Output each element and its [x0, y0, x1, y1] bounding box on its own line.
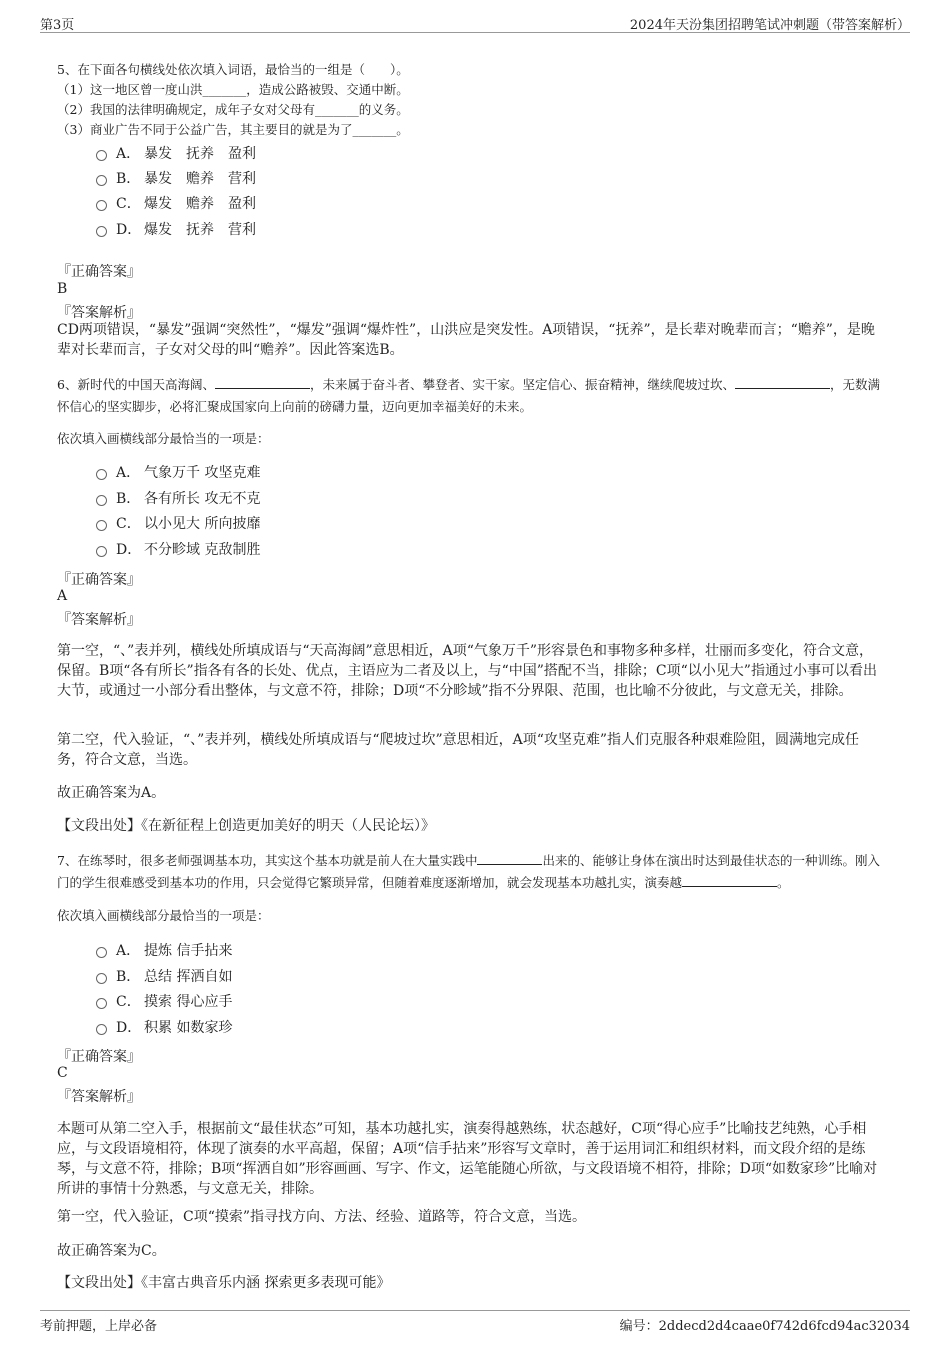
- radio-icon[interactable]: [96, 495, 107, 506]
- q5-option-a[interactable]: A． 暴发 抚养 盈利: [96, 143, 256, 163]
- q6-answer: A: [57, 588, 68, 604]
- radio-icon[interactable]: [96, 150, 107, 161]
- q7-analysis-p1: 本题可从第二空入手，根据前文“最佳状态”可知，基本功越扎实，演奏得越熟练，状态越好，C项“得心应手”比喻技艺纯熟，心手相应，与文段语境相符，体现了演奏的水平高超，保留；A项“信手拈来”形容写文章时，善于运用词汇和组织材料，而文段介绍的是练琴，与文意不符，排除；B项“挥洒自如”形容画画、写字、作文，运笔能随心所欲，与文段语境不相符，排除；D项“如数家珍”比喻对所讲的事情十分熟悉，与文意无关，排除。: [57, 1121, 878, 1197]
- radio-icon[interactable]: [96, 226, 107, 237]
- q6-stem: 6、新时代的中国天高海阔、 ，未来属于奋斗者、攀登者、实干家。坚定信心、振奋精神，继续爬坡过坎、 ，无数满怀信心的坚实脚步，必将汇聚成国家向上向前的磅礴力量，迈向更加幸福美好的未来。: [57, 377, 880, 414]
- footer-slogan: 考前押题，上岸必备: [40, 1319, 158, 1334]
- q5-analysis-label: 『答案解析』: [57, 305, 141, 321]
- q7-analysis-p2: 第一空，代入验证，C项“摸索”指寻找方向、方法、经验、道路等，符合文意，当选。: [57, 1209, 587, 1225]
- q7-prompt: 依次填入画横线部分最恰当的一项是：: [57, 908, 270, 923]
- radio-icon[interactable]: [96, 520, 107, 531]
- q5-sentence-2: （2）我国的法律明确规定，成年子女对父母有_______的义务。: [57, 102, 409, 117]
- q7-option-a[interactable]: A． 提炼 信手拈来: [96, 940, 232, 960]
- page-header: [40, 12, 910, 33]
- radio-icon[interactable]: [96, 546, 107, 557]
- q5-option-c[interactable]: C． 爆发 赡养 盈利: [96, 193, 256, 213]
- q6-option-b[interactable]: B． 各有所长 攻无不克: [96, 488, 260, 508]
- q5-sentence-1: （1）这一地区曾一度山洪_______，造成公路被毁、交通中断。: [57, 82, 409, 97]
- q7-option-b[interactable]: B． 总结 挥洒自如: [96, 966, 232, 986]
- q6-analysis-p1: 第一空，“、”表并列，横线处所填成语与“天高海阔”意思相近，A项“气象万千”形容景色和事物多种多样，壮丽而多变化，符合文意，保留。B项“各有所长”指各有各的长处、优点，主语应为二者及以上，与“中国”搭配不当，排除；C项“以小见大”指通过小事可以看出大节，或通过一小部分看出整体，与文意不符，排除；D项“不分畛域”指不分界限、范围，也比喻不分彼此，与文意无关，排除。: [57, 643, 877, 699]
- document-id: 编号：2ddecd2d4caae0f742d6fcd94ac32034: [619, 1319, 910, 1334]
- blank-line: [735, 376, 830, 389]
- q5-option-b[interactable]: B． 暴发 赡养 营利: [96, 168, 256, 188]
- q6-analysis-p3: 故正确答案为A。: [57, 785, 166, 801]
- q6-option-a[interactable]: A． 气象万千 攻坚克难: [96, 462, 260, 482]
- radio-icon[interactable]: [96, 998, 107, 1009]
- radio-icon[interactable]: [96, 947, 107, 958]
- q7-analysis-label: 『答案解析』: [57, 1089, 141, 1105]
- blank-line: [477, 852, 542, 865]
- radio-icon[interactable]: [96, 469, 107, 480]
- q7-analysis-p3: 故正确答案为C。: [57, 1243, 166, 1259]
- q6-option-d[interactable]: D． 不分畛域 克敌制胜: [96, 539, 260, 559]
- radio-icon[interactable]: [96, 175, 107, 186]
- q6-prompt: 依次填入画横线部分最恰当的一项是：: [57, 431, 270, 446]
- q6-option-c[interactable]: C． 以小见大 所向披靡: [96, 513, 260, 533]
- blank-line: [215, 376, 310, 389]
- q6-source: 【文段出处】《在新征程上创造更加美好的明天（人民论坛）》: [57, 818, 435, 834]
- q7-stem: 7、在练琴时，很多老师强调基本功，其实这个基本功就是前人在大量实践中 出来的、能够让身体在演出时达到最佳状态的一种训练。刚入门的学生很难感受到基本功的作用，只会觉得它繁琐异常，但随着难度逐渐增加，就会发现基本功越扎实，演奏越 。: [57, 853, 880, 890]
- radio-icon[interactable]: [96, 1024, 107, 1035]
- q5-analysis: CD两项错误，“暴发”强调“突然性”，“爆发”强调“爆炸性”，山洪应是突发性。A项错误，“抚养”，是长辈对晚辈而言；“赡养”，是晚辈对长辈而言，子女对父母的叫“赡养”。因此答案选B。: [57, 322, 875, 358]
- page-footer: [40, 1310, 910, 1335]
- radio-icon[interactable]: [96, 973, 107, 984]
- q7-source: 【文段出处】《丰富古典音乐内涵 探索更多表现可能》: [57, 1275, 391, 1291]
- q5-answer: B: [57, 281, 68, 297]
- document-title: 2024年天汾集团招聘笔试冲刺题（带答案解析）: [629, 18, 910, 33]
- q7-option-c[interactable]: C． 摸索 得心应手: [96, 991, 232, 1011]
- q7-answer: C: [57, 1065, 68, 1081]
- q5-option-d[interactable]: D． 爆发 抚养 营利: [96, 219, 256, 239]
- q7-answer-label: 『正确答案』: [57, 1049, 141, 1065]
- q6-answer-label: 『正确答案』: [57, 572, 141, 588]
- q5-answer-label: 『正确答案』: [57, 264, 141, 280]
- q6-analysis-p2: 第二空，代入验证，“、”表并列，横线处所填成语与“爬坡过坎”意思相近，A项“攻坚克难”指人们克服各种艰难险阻，圆满地完成任务，符合文意，当选。: [57, 732, 860, 768]
- q6-analysis-label: 『答案解析』: [57, 612, 141, 628]
- page-number: 第3页: [40, 18, 75, 33]
- blank-line: [682, 874, 777, 887]
- q5-stem: 5、在下面各句横线处依次填入词语，最恰当的一组是（ ）。: [57, 62, 409, 77]
- q7-option-d[interactable]: D． 积累 如数家珍: [96, 1017, 232, 1037]
- q5-sentence-3: （3）商业广告不同于公益广告，其主要目的就是为了_______。: [57, 122, 409, 137]
- radio-icon[interactable]: [96, 200, 107, 211]
